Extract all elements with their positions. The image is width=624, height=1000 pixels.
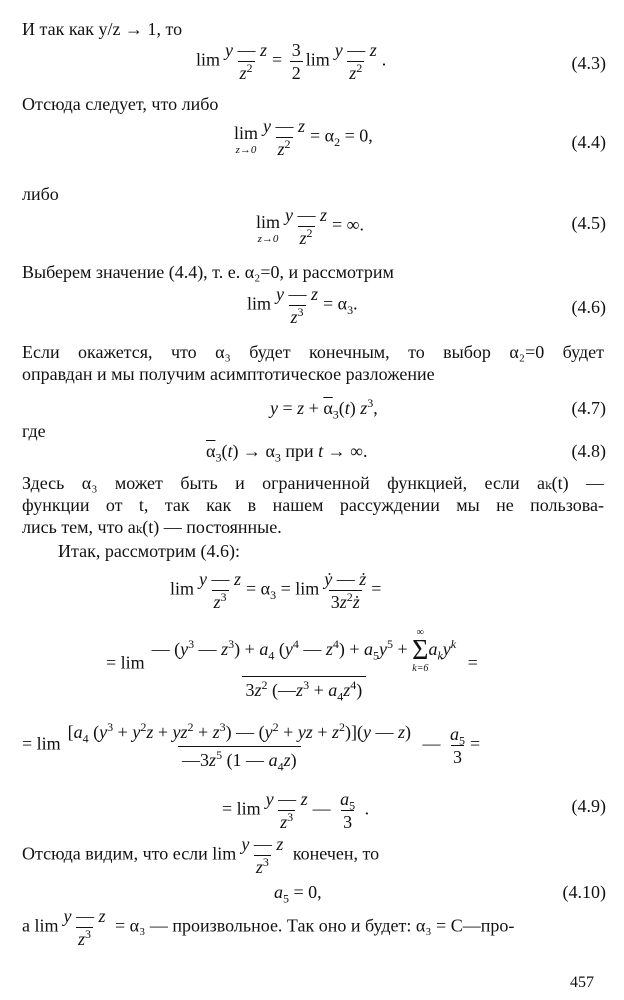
derivation-line-2: = lim — ($y^3$ — $z^3) + a_4$ ($y^4$ — $z^4) + a_5y^5$ + ∞ Σ k=6 $a_ky^k$ $3z^2$ $(—z^3 + a_4z^4)$ =: [106, 627, 478, 704]
paragraph-so-consider: Итак, рассмотрим (4.6):: [58, 541, 241, 561]
equation-4-8: $\overline{\alpha}_3(t) \to \alpha_3$ при t → ∞.: [206, 441, 368, 465]
equation-4-9: = lim $\frac{y — z}{z^3}$ — $\frac{a_5}{3}$ .: [222, 789, 370, 832]
paragraph-here-line3: лись тем, что aₖ(t) — постоянные.: [22, 517, 282, 537]
equation-number-4-7: (4.7): [571, 398, 606, 418]
equation-number-4-8: (4.8): [571, 441, 606, 461]
equation-4-5: lim z→0 $\frac{y — z}{z^2}$ = ∞.: [256, 205, 365, 248]
paragraph-or: либо: [22, 184, 59, 204]
paragraph-thus-see: Отсюда видим, что если lim $\frac{y — z}{z^3}$ конечен, то: [22, 834, 380, 877]
equation-number-4-6: (4.6): [571, 297, 606, 317]
equation-number-4-5: (4.5): [571, 213, 606, 233]
paragraph-consequence: Отсюда следует, что либо: [22, 94, 219, 114]
paragraph-thus-see-end: конечен, то: [292, 843, 380, 864]
paragraph-if-finite-line1: Если окажется, что α₃ будет конечным, то выбор α₂=0 будет: [22, 342, 604, 362]
equation-number-4-9: (4.9): [571, 796, 606, 816]
paragraph-thus-see-start: Отсюда видим, что если: [22, 843, 208, 864]
equation-number-4-3: (4.3): [571, 53, 606, 73]
paragraph-here-line1: Здесь α₃ может быть и ограниченной функцией, если aₖ(t) —: [22, 473, 604, 493]
paragraph-if-finite-line2: оправдан и мы получим асимптотическое разложение: [22, 364, 435, 384]
equation-4-3: lim $\frac{y — z}{z^2}$ = $\frac{3}{2}$ lim $\frac{y — z}{z^2}$ .: [196, 40, 387, 83]
page-number: 457: [570, 974, 594, 991]
equation-number-4-10: (4.10): [562, 882, 606, 902]
equation-4-6: lim $\frac{y — z}{z^3}$ = $\alpha_3$.: [247, 284, 358, 327]
paragraph-arbitrary: а lim $\frac{y — z}{z^3}$ = α₃ — произвольное. Так оно и будет: α₃ = C—про-: [22, 906, 515, 949]
paragraph-where: где: [22, 421, 46, 441]
paragraph-choose-value: Выберем значение (4.4), т. е. α₂=0, и рассмотрим: [22, 262, 394, 282]
equation-number-4-4: (4.4): [571, 132, 606, 152]
paragraph-arbitrary-end: = α₃ — произвольное. Так оно и будет: α₃ = C—про-: [115, 915, 515, 936]
paragraph-condition: И так как y/z → 1, то: [22, 19, 183, 39]
derivation-line-3: = lim $\frac{[a_4 (y^3 + y^2z + yz^2 + z^3) — (y^2 + yz + z^2)](y — z)}{—3z^5 (1 — a_4z)}$ — $\frac{a_5}{3}$ =: [22, 720, 481, 774]
paragraph-arbitrary-start: а: [22, 915, 30, 936]
equation-4-7: $y = z + \overline{\alpha}_3(t)$ $z^3$,: [270, 396, 378, 422]
equation-4-4: lim z→0 $\frac{y — z}{z^2}$ = $\alpha_2 = 0$,: [234, 116, 373, 159]
paragraph-here-line2: функции от t, так как в нашем рассуждении мы не пользова-: [22, 495, 604, 515]
derivation-line-1: lim $\frac{y — z}{z^3}$ = $\alpha_3 = \lim$ $\frac{\text{ẏ — ż}}{3z^2ż}$ =: [170, 569, 382, 612]
equation-4-10: $a_5 = 0$,: [274, 882, 322, 906]
